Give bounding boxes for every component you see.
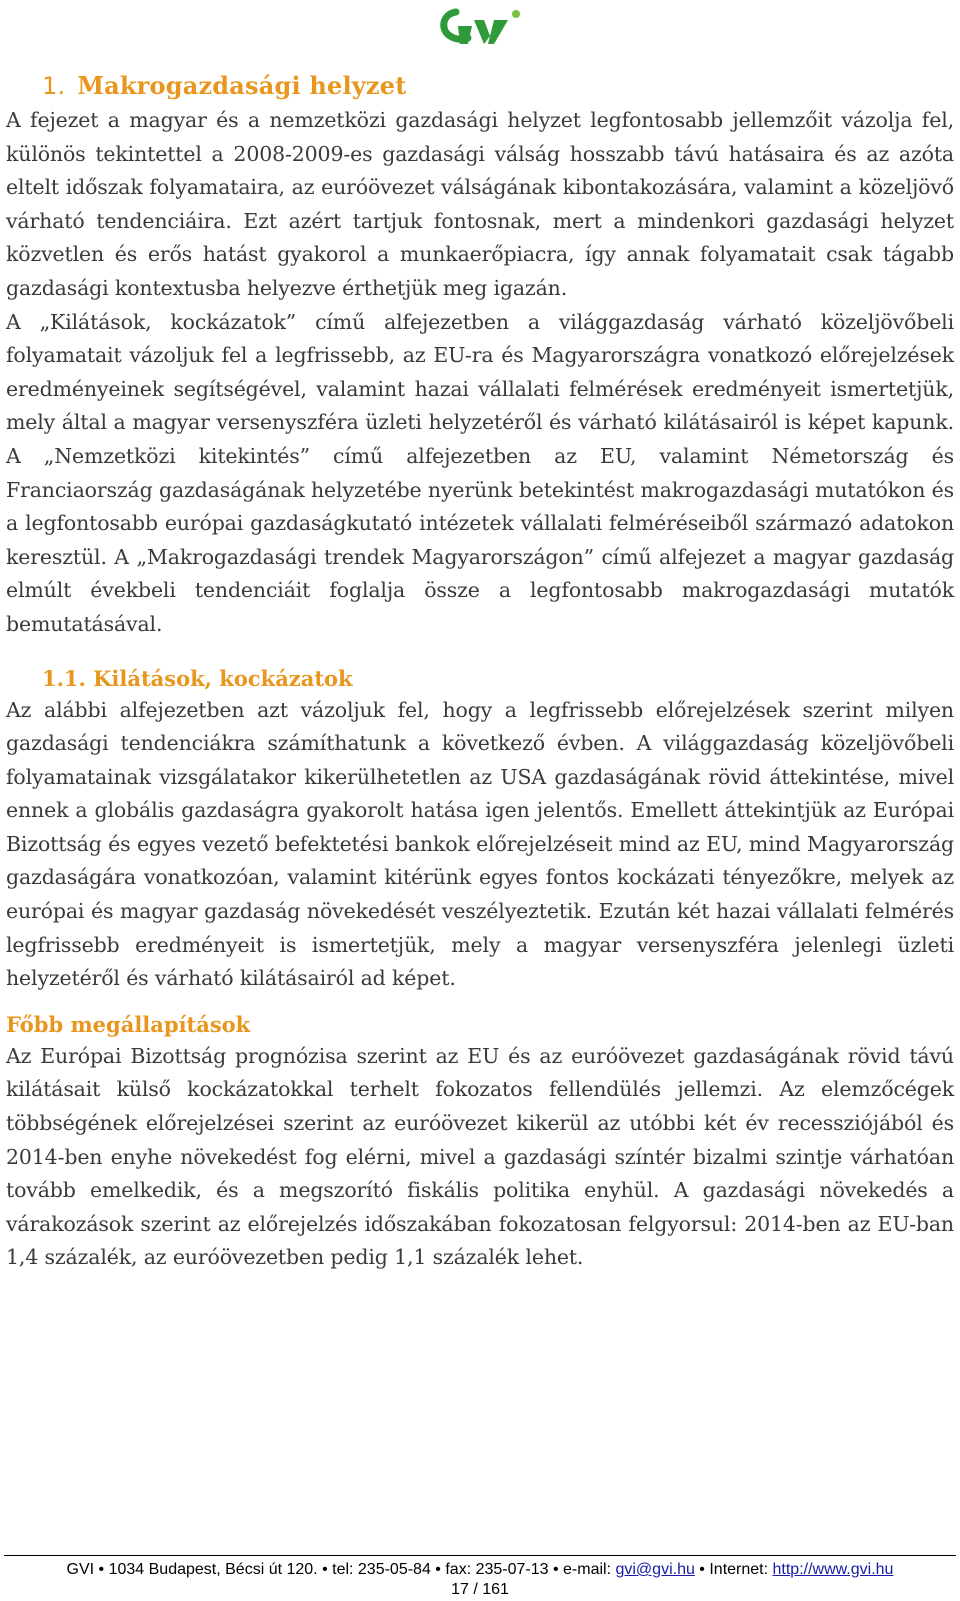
footer-divider [4, 1555, 956, 1556]
findings-heading: Főbb megállapítások [6, 1011, 251, 1037]
gvi-logo [438, 4, 524, 48]
logo-g-bar [458, 26, 472, 44]
footer-website-link[interactable]: http://www.gvi.hu [772, 1561, 894, 1578]
page-footer [0, 1560, 960, 1580]
logo-dot [512, 10, 520, 18]
logo-v-left [474, 20, 490, 44]
footer-email-link[interactable]: gvi@gvi.hu [615, 1561, 695, 1578]
section-intro-paragraph: Az alábbi alfejezetben azt vázoljuk fel, hogy a legfrissebb előrejelzések szerint milyen gazdasági tendenciákra számíthatunk a következő évben. A világgazdaság közeljövőbeli folyamatainak vizsgálatakor kikerülhetetlen az USA gazdaságának rövid áttekintése, mivel ennek a globális gazdaságra gyakorolt hatása igen jelentős. Emellett áttekintjük az Európai Bizottság és egyes vezető befektetési bankok előrejelzéseit mind az EU, mind Magyarország gazdaságára vonatkozóan, valamint kitérünk egyes fontos kockázati tényezőkre, melyek az európai és magyar gazdaság növekedését veszélyeztetik. Ezután két hazai vállalati felmérés legfrissebb eredményeit is ismertetjük, mely a magyar versenyszféra jelenlegi üzleti helyzetéről és várható kilátásairól ad képet. [6, 697, 954, 991]
chapter-number: 1. [42, 72, 66, 100]
structure-paragraph: A „Kilátások, kockázatok” című alfejezetben a világgazdaság várható közeljövőbeli folyamatait vázoljuk fel a legfrissebb, az EU-ra és Magyarországra vonatkozó előrejelzések eredményeinek segítségével, valamint hazai vállalati felmérések eredményeit ismertetjük, mely által a magyar versenyszféra üzleti helyzetéről és várható kilátásairól is képet kapunk. A „Nemzetközi kitekintés” című alfejezetben az EU, valamint Németország és Franciaország gazdaságának helyzetébe nyerünk betekintést makrogazdasági mutatókon és a legfontosabb európai gazdaságkutató intézetek vállalati felméréseiből származó adatokon keresztül. A „Makrogazdasági trendek Magyarországon” című alfejezet a magyar gazdaság elmúlt évekbeli tendenciáit foglalja össze a legfontosabb makrogazdasági mutatók bemutatásával. [6, 309, 954, 636]
section-title-text: Kilátások, kockázatok [93, 665, 353, 691]
page-content [6, 68, 954, 1275]
findings-paragraph: Az Európai Bizottság prognózisa szerint az EU és az euróövezet gazdaságának rövid távú kilátásait külső kockázatokkal terhelt fokozatos fellendülés jellemzi. Az elemzőcégek többségének előrejelzései szerint az euróövezet kikerül az utóbbi két év recessziójából és 2014-ben enyhe növekedést fog elérni, mivel a gazdasági színtér bizalmi szintje várhatóan tovább emelkedik, és a megszorító fiskális politika enyhül. A gazdasági növekedés a várakozások szerint az előrejelzés időszakában fokozatosan felgyorsul: 2014-ben az EU-ban 1,4 százalék, az euróövezetben pedig 1,1 százalék lehet. [6, 1043, 954, 1270]
chapter-title [42, 68, 954, 104]
logo-v-right [488, 20, 508, 44]
intro-paragraph: A fejezet a magyar és a nemzetközi gazdasági helyzet legfontosabb jellemzőit vázolja fel, különös tekintettel a 2008-2009-es gazdasági válság hosszabb távú hatásaira és az azóta eltelt időszak folyamataira, az euróövezet válságának kibontakozására, valamint a közeljövő várható tendenciáira. Ezt azért tartjuk fontosnak, mert a mindenkori gazdasági helyzet közvetlen és erős hatást gyakorol a munkaerőpiacra, így annak folyamatait csak tágabb gazdasági kontextusba helyezve érthetjük meg igazán. [6, 108, 954, 300]
section-number: 1.1. [42, 665, 86, 691]
chapter-title-text: Makrogazdasági helyzet [77, 71, 407, 100]
footer-address: GVI • 1034 Budapest, Bécsi út 120. • tel: 235-05-84 • fax: 235-07-13 • e-mail: [66, 1561, 616, 1578]
footer-internet-label: • Internet: [694, 1561, 773, 1578]
page-number: 17 / 161 [451, 1581, 509, 1598]
section-title [42, 664, 954, 694]
